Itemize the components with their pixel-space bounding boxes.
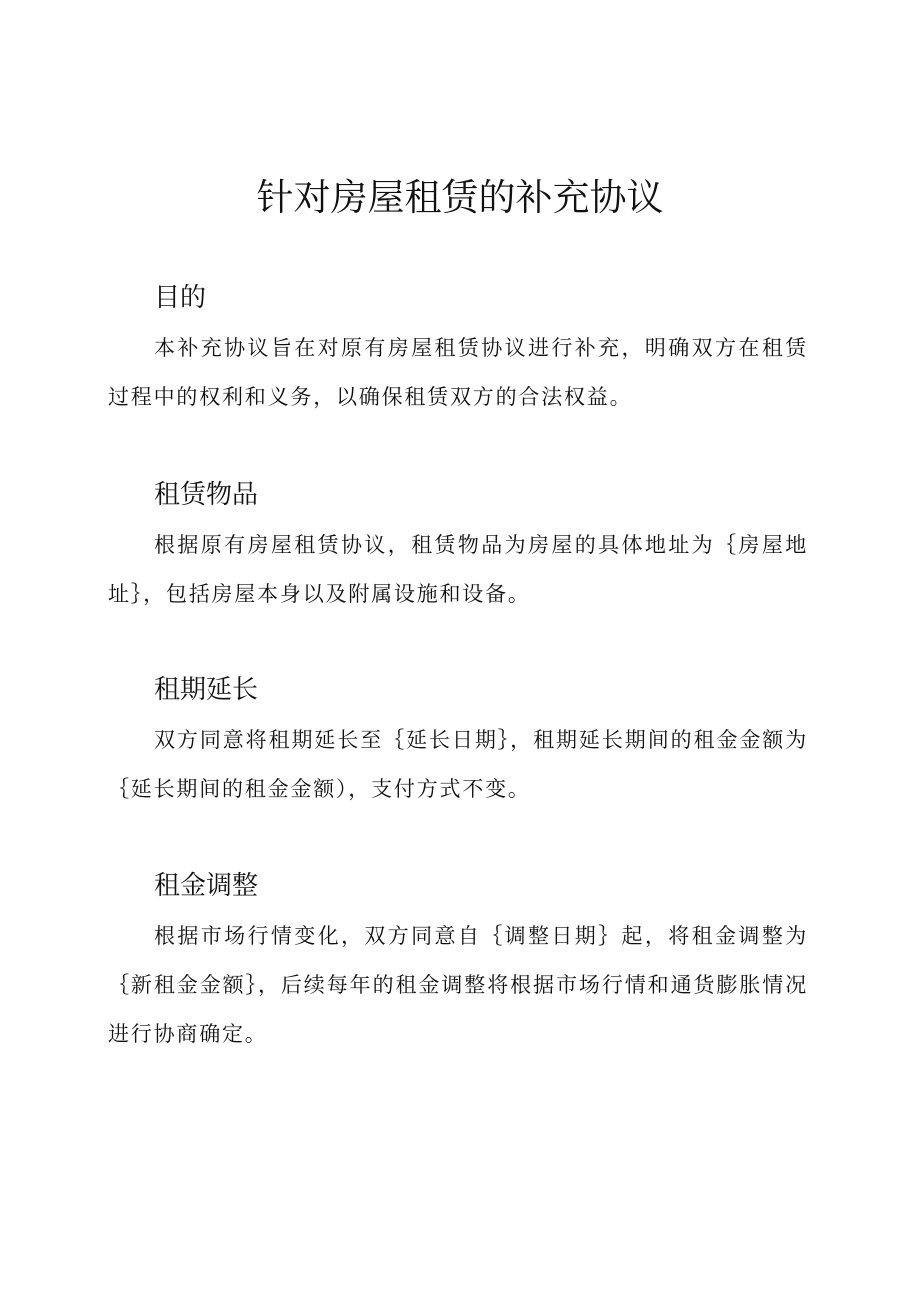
section-heading-leased-item: 租赁物品 — [154, 480, 259, 510]
section-heading-rent-adjustment: 租金调整 — [154, 871, 259, 901]
section-rent-adjustment — [108, 866, 808, 1059]
section-body-rent-adjustment: 根据市场行情变化，双方同意自｛调整日期｝起，将租金调整为｛新租金金额｝，后续每年的租金调整将根据市场行情和通货膨胀情况进行协商确定。 — [108, 924, 808, 1046]
section-heading-purpose: 目的 — [154, 283, 207, 313]
document-title: 针对房屋租赁的补充协议 — [256, 176, 664, 219]
section-body-lease-extension: 双方同意将租期延长至｛延长日期｝，租期延长期间的租金金额为｛延长期间的租金金额），支付方式不变。 — [108, 728, 808, 801]
section-heading-lease-extension: 租期延长 — [154, 675, 259, 705]
section-lease-extension — [108, 670, 808, 814]
section-leased-item — [108, 475, 808, 619]
section-purpose — [108, 278, 808, 422]
section-body-leased-item: 根据原有房屋租赁协议，租赁物品为房屋的具体地址为｛房屋地址｝，包括房屋本身以及附属设施和设备。 — [108, 533, 808, 606]
section-body-purpose: 本补充协议旨在对原有房屋租赁协议进行补充，明确双方在租赁过程中的权利和义务，以确保租赁双方的合法权益。 — [108, 336, 808, 409]
